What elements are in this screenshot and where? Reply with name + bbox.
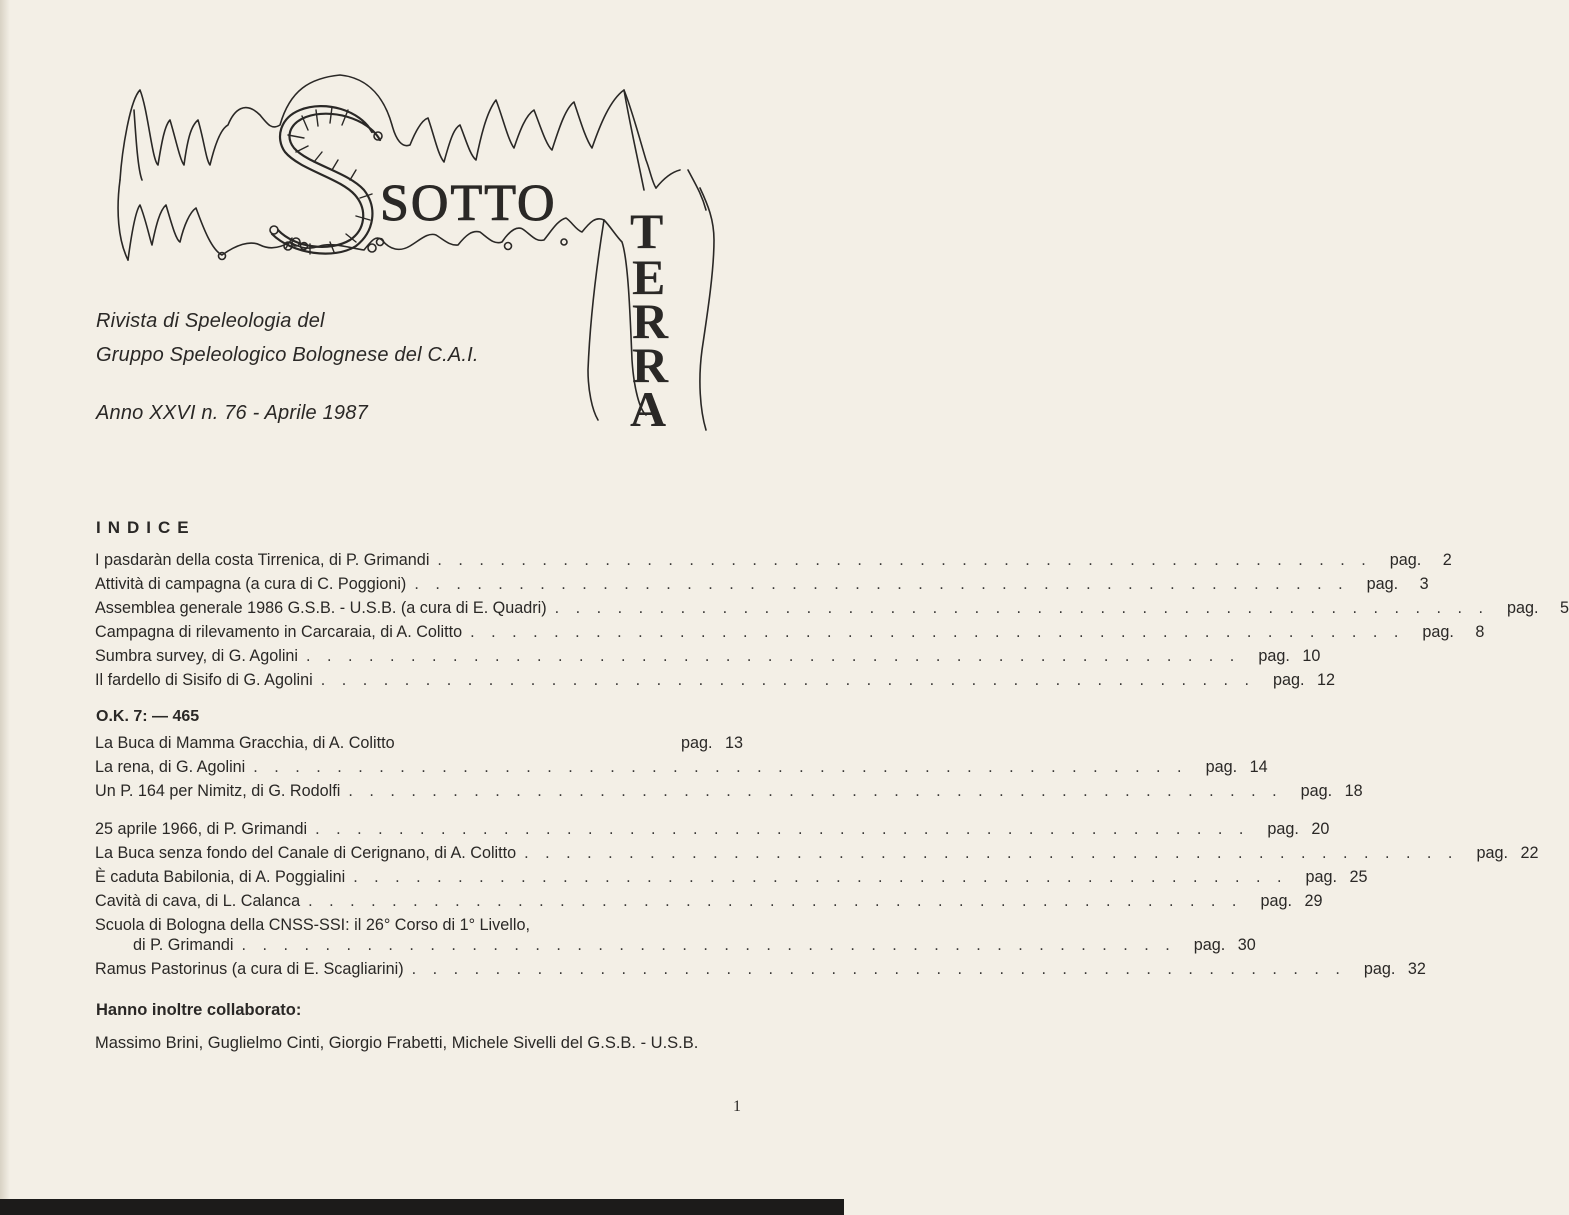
pag-label: pag. bbox=[1305, 868, 1337, 886]
toc-entry bbox=[95, 841, 1539, 865]
terra-letter-t: T bbox=[630, 203, 664, 259]
leader-dots: . . . . . . . . . . . . . . . . . . . . . . . . . . . . . . . . . . . . . . . . . . . . . bbox=[241, 936, 1176, 954]
pag-label: pag. bbox=[681, 734, 713, 752]
page-ref: 20 bbox=[1311, 820, 1330, 838]
leader-dots: . . . . . . . . . . . . . . . . . . . . . . . . . . . . . . . . . . . . . . . . . . . . . bbox=[320, 671, 1256, 689]
pag-label: pag. bbox=[1363, 960, 1396, 978]
toc-group-1 bbox=[95, 548, 1569, 692]
pag-label: pag. bbox=[1422, 623, 1454, 641]
toc-entry bbox=[95, 731, 743, 755]
toc-title: È caduta Babilonia, di A. Poggialini bbox=[95, 868, 346, 886]
toc-entry bbox=[95, 817, 1330, 841]
toc-entry bbox=[95, 865, 1368, 889]
toc-title-continuation: di P. Grimandi bbox=[133, 936, 234, 954]
toc-entry bbox=[95, 957, 1426, 981]
terra-letter-e: E bbox=[632, 249, 666, 305]
pag-label: pag. bbox=[1389, 551, 1422, 569]
collaborators-list: Massimo Brini, Guglielmo Cinti, Giorgio Frabetti, Michele Sivelli del G.S.B. - U.S.B. bbox=[95, 1034, 699, 1052]
leader-dots: . . . . . . . . . . . . . . . . . . . . . . . . . . . . . . . . . . . . . . . . . . . . . bbox=[524, 844, 1459, 862]
page-ref: 2 bbox=[1442, 551, 1452, 569]
leader-dots: . . . . . . . . . . . . . . . . . . . . . . . . . . . . . . . . . . . . . . . . . . . . . bbox=[554, 599, 1489, 617]
page-ref: 18 bbox=[1344, 782, 1363, 800]
pag-label: pag. bbox=[1258, 647, 1290, 665]
toc-entry bbox=[95, 889, 1323, 913]
page-ref: 13 bbox=[725, 734, 744, 752]
toc-entry bbox=[95, 644, 1321, 668]
toc-title: Campagna di rilevamento in Carcaraia, di A. Colitto bbox=[95, 623, 463, 641]
pag-label: pag. bbox=[1260, 892, 1292, 910]
page-ref: 12 bbox=[1317, 671, 1336, 689]
page-ref: 29 bbox=[1304, 892, 1323, 910]
toc-title: Attività di campagna (a cura di C. Poggioni) bbox=[95, 575, 407, 593]
page-ref: 14 bbox=[1249, 758, 1268, 776]
page-ref: 32 bbox=[1407, 960, 1426, 978]
toc-title: Un P. 164 per Nimitz, di G. Rodolfi bbox=[95, 782, 341, 800]
sottoterra-logo bbox=[110, 70, 730, 450]
pag-label: pag. bbox=[1205, 758, 1238, 776]
page-number: 1 bbox=[733, 1098, 741, 1115]
pag-label: pag. bbox=[1193, 936, 1226, 954]
page-ref: 3 bbox=[1419, 575, 1429, 593]
toc-entry bbox=[95, 668, 1336, 692]
page-ref: 5 bbox=[1559, 599, 1569, 617]
toc-entry-continuation bbox=[95, 933, 1256, 957]
toc-title: La rena, di G. Agolini bbox=[95, 758, 246, 776]
toc-title: La Buca senza fondo del Canale di Cerignano, di A. Colitto bbox=[95, 844, 517, 862]
toc-title: I pasdaràn della costa Tirrenica, di P. Grimandi bbox=[95, 551, 430, 569]
scan-bottom-edge bbox=[0, 1199, 844, 1215]
toc-title: Il fardello di Sisifo di G. Agolini bbox=[95, 671, 313, 689]
page-ref: 8 bbox=[1475, 623, 1485, 641]
page-ref: 22 bbox=[1520, 844, 1539, 862]
index-heading: INDICE bbox=[96, 518, 196, 537]
toc-group-2 bbox=[95, 731, 1363, 803]
subtitle-line-1: Rivista di Speleologia del bbox=[96, 310, 325, 332]
toc-title: Sumbra survey, di G. Agolini bbox=[95, 647, 299, 665]
leader-dots: . . . . . . . . . . . . . . . . . . . . . . . . . . . . . . . . . . . . . . . . . . . . . bbox=[253, 758, 1188, 776]
ok-section-heading: O.K. 7: — 465 bbox=[96, 708, 200, 725]
collaborators-heading: Hanno inoltre collaborato: bbox=[96, 1001, 302, 1019]
pag-label: pag. bbox=[1476, 844, 1508, 862]
page-ref: 30 bbox=[1237, 936, 1256, 954]
leader-dots: . . . . . . . . . . . . . . . . . . . . . . . . . . . . . . . . . . . . . . . . . . . . . bbox=[348, 782, 1283, 800]
toc-title: La Buca di Mamma Gracchia, di A. Colitto bbox=[95, 734, 395, 752]
leader-dots: . . . . . . . . . . . . . . . . . . . . . . . . . . . . . . . . . . . . . . . . . . . . . bbox=[437, 551, 1372, 569]
leader-dots: . . . . . . . . . . . . . . . . . . . . . . . . . . . . . . . . . . . . . . . . . . . . . bbox=[414, 575, 1349, 593]
subtitle-line-2: Gruppo Speleologico Bolognese del C.A.I. bbox=[96, 344, 479, 366]
page-edge bbox=[0, 0, 10, 1215]
toc-title: 25 aprile 1966, di P. Grimandi bbox=[95, 820, 308, 838]
terra-letter-r1: R bbox=[632, 293, 669, 349]
page-ref: 25 bbox=[1349, 868, 1368, 886]
terra-letter-a: A bbox=[630, 381, 667, 437]
toc-entry bbox=[95, 779, 1363, 803]
leader-dots: . . . . . . . . . . . . . . . . . . . . . . . . . . . . . . . . . . . . . . . . . . . . . bbox=[353, 868, 1288, 886]
terra-letter-r2: R bbox=[632, 337, 669, 393]
leader-dots: . . . . . . . . . . . . . . . . . . . . . . . . . . . . . . . . . . . . . . . . . . . . . bbox=[308, 892, 1243, 910]
pag-label: pag. bbox=[1273, 671, 1305, 689]
cave-ceiling-line bbox=[120, 75, 656, 188]
toc-title: Cavità di cava, di L. Calanca bbox=[95, 892, 301, 910]
toc-entry-multiline bbox=[95, 913, 743, 933]
toc-entry bbox=[95, 596, 1569, 620]
toc-entry bbox=[95, 548, 1452, 572]
toc-entry bbox=[95, 755, 1268, 779]
leader-dots: . . . . . . . . . . . . . . . . . . . . . . . . . . . . . . . . . . . . . . . . . . . . . bbox=[315, 820, 1250, 838]
toc-title: Ramus Pastorinus (a cura di E. Scagliarini) bbox=[95, 960, 404, 978]
logo-title-sotto: SOTTO bbox=[380, 175, 557, 232]
toc-title: Assemblea generale 1986 G.S.B. - U.S.B. (a cura di E. Quadri) bbox=[95, 599, 547, 617]
pag-label: pag. bbox=[1267, 820, 1299, 838]
page-ref: 10 bbox=[1302, 647, 1321, 665]
pag-label: pag. bbox=[1366, 575, 1399, 593]
leader-dots: . . . . . . . . . . . . . . . . . . . . . . . . . . . . . . . . . . . . . . . . . . . . . bbox=[306, 647, 1241, 665]
pag-label: pag. bbox=[1300, 782, 1333, 800]
big-s-letter bbox=[272, 106, 380, 254]
issue-line: Anno XXVI n. 76 - Aprile 1987 bbox=[96, 402, 368, 424]
toc-entry bbox=[95, 620, 1485, 644]
leader-dots: . . . . . . . . . . . . . . . . . . . . . . . . . . . . . . . . . . . . . . . . . . . . . bbox=[411, 960, 1346, 978]
leader-dots: . . . . . . . . . . . . . . . . . . . . . . . . . . . . . . . . . . . . . . . . . . . . . bbox=[470, 623, 1405, 641]
toc-title: Scuola di Bologna della CNSS-SSI: il 26° Corso di 1° Livello, bbox=[95, 916, 530, 934]
toc-entry bbox=[95, 572, 1429, 596]
pag-label: pag. bbox=[1506, 599, 1539, 617]
logo-title-terra bbox=[630, 203, 669, 437]
toc-group-3 bbox=[95, 817, 1539, 981]
